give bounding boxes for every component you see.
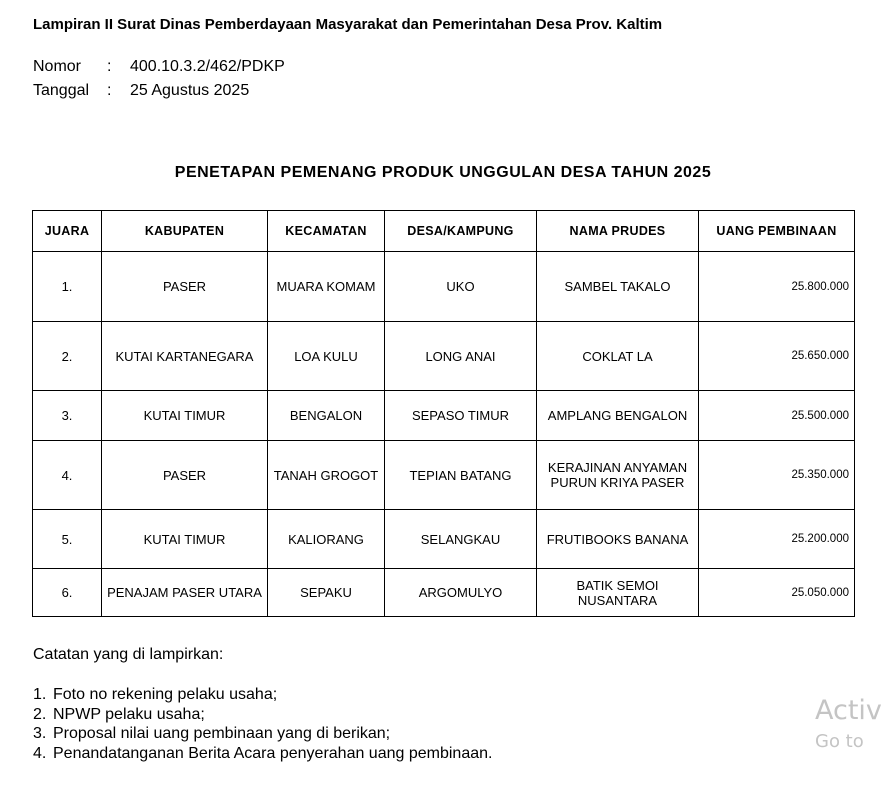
cell-nama-prudes: BATIK SEMOI NUSANTARA [537, 569, 699, 617]
cell-desa-kampung: TEPIAN BATANG [385, 441, 537, 510]
tanggal-label: Tanggal [33, 82, 90, 99]
cell-juara: 6. [33, 569, 102, 617]
cell-desa-kampung: ARGOMULYO [385, 569, 537, 617]
list-item-text: Penandatanganan Berita Acara penyerahan uang pembinaan. [53, 744, 493, 762]
cell-desa-kampung: SELANGKAU [385, 510, 537, 569]
cell-uang-pembinaan: 25.200.000 [699, 510, 855, 569]
cell-uang-pembinaan: 25.350.000 [699, 441, 855, 510]
cell-nama-prudes: KERAJINAN ANYAMAN PURUN KRIYA PASER [537, 441, 699, 510]
notes-list [33, 686, 492, 764]
watermark-line-1: Activ [815, 695, 882, 726]
cell-juara: 5. [33, 510, 102, 569]
notes-intro: Catatan yang di lampirkan: [33, 646, 224, 663]
cell-uang-pembinaan: 25.650.000 [699, 322, 855, 391]
list-item-text: Foto no rekening pelaku usaha; [53, 686, 278, 703]
cell-nama-prudes: FRUTIBOOKS BANANA [537, 510, 699, 569]
table-row [33, 252, 855, 322]
cell-desa-kampung: LONG ANAI [385, 322, 537, 391]
cell-kecamatan: TANAH GROGOT [268, 441, 385, 510]
list-item-number: 1. [33, 686, 47, 703]
list-item [33, 725, 492, 745]
table-row [33, 441, 855, 510]
cell-kecamatan: MUARA KOMAM [268, 252, 385, 322]
cell-nama-prudes: AMPLANG BENGALON [537, 391, 699, 441]
cell-kecamatan: BENGALON [268, 391, 385, 441]
column-header-uang-pembinaan: UANG PEMBINAAN [699, 211, 855, 252]
cell-uang-pembinaan: 25.800.000 [699, 252, 855, 322]
nomor-label: Nomor [33, 58, 82, 75]
nomor-colon: : [107, 58, 112, 75]
cell-juara: 4. [33, 441, 102, 510]
watermark-line-2: Go to [815, 731, 864, 752]
cell-uang-pembinaan: 25.050.000 [699, 569, 855, 617]
cell-kabupaten: PASER [102, 252, 268, 322]
column-header-nama-prudes: NAMA PRUDES [537, 211, 699, 252]
list-item [33, 686, 492, 706]
list-item-number: 3. [33, 725, 47, 742]
cell-kecamatan: LOA KULU [268, 322, 385, 391]
list-item-number: 4. [33, 744, 47, 762]
column-header-kabupaten: KABUPATEN [102, 211, 268, 252]
attachment-header-title: Lampiran II Surat Dinas Pemberdayaan Masyarakat dan Pemerintahan Desa Prov. Kaltim [33, 16, 663, 33]
nomor-value: 400.10.3.2/462/PDKP [130, 58, 285, 75]
list-item-text: NPWP pelaku usaha; [53, 705, 205, 723]
cell-kabupaten: KUTAI TIMUR [102, 510, 268, 569]
cell-kecamatan: KALIORANG [268, 510, 385, 569]
cell-juara: 3. [33, 391, 102, 441]
list-item [33, 706, 492, 726]
cell-kabupaten: KUTAI TIMUR [102, 391, 268, 441]
column-header-desa-kampung: DESA/KAMPUNG [385, 211, 537, 252]
list-item-number: 2. [33, 705, 47, 723]
table-row [33, 569, 855, 617]
cell-nama-prudes: SAMBEL TAKALO [537, 252, 699, 322]
column-header-juara: JUARA [33, 211, 102, 252]
cell-kabupaten: PENAJAM PASER UTARA [102, 569, 268, 617]
cell-desa-kampung: SEPASO TIMUR [385, 391, 537, 441]
tanggal-value: 25 Agustus 2025 [130, 82, 250, 99]
table-row [33, 510, 855, 569]
cell-kecamatan: SEPAKU [268, 569, 385, 617]
list-item [33, 745, 492, 765]
cell-desa-kampung: UKO [385, 252, 537, 322]
document-title: PENETAPAN PEMENANG PRODUK UNGGULAN DESA TAHUN 2025 [174, 164, 712, 181]
list-item-text: Proposal nilai uang pembinaan yang di berikan; [53, 725, 391, 742]
cell-nama-prudes: COKLAT LA [537, 322, 699, 391]
cell-juara: 2. [33, 322, 102, 391]
table-row [33, 322, 855, 391]
cell-uang-pembinaan: 25.500.000 [699, 391, 855, 441]
cell-juara: 1. [33, 252, 102, 322]
winners-table [32, 210, 855, 617]
cell-kabupaten: PASER [102, 441, 268, 510]
table-header-row [33, 211, 855, 252]
activation-watermark [815, 694, 882, 756]
table-row [33, 391, 855, 441]
tanggal-colon: : [107, 82, 112, 99]
cell-kabupaten: KUTAI KARTANEGARA [102, 322, 268, 391]
column-header-kecamatan: KECAMATAN [268, 211, 385, 252]
